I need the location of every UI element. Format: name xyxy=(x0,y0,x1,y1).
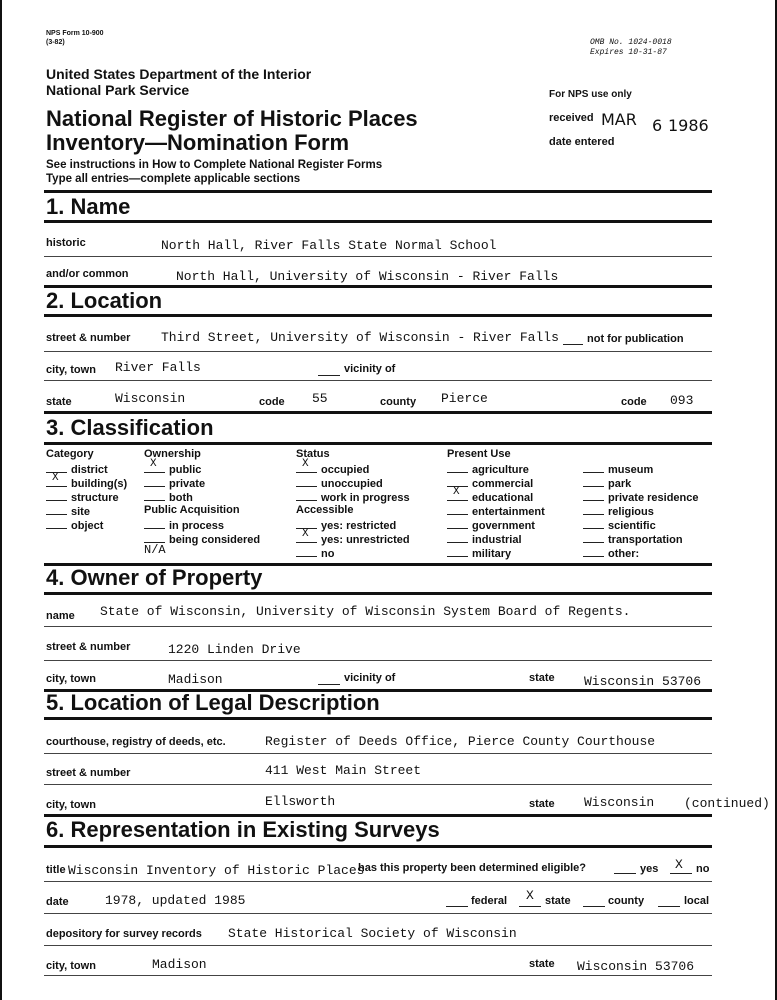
date-entered-label: date entered xyxy=(549,136,615,148)
accessible-label: no xyxy=(321,548,335,560)
present-use-label: military xyxy=(472,548,512,560)
section-2-bottom-rule xyxy=(44,314,712,317)
owner-name-label: name xyxy=(46,610,75,622)
present-use-heading: Present Use xyxy=(447,448,511,460)
accessible-item xyxy=(296,518,396,532)
state-level-blank xyxy=(519,906,541,907)
state-level-mark: X xyxy=(526,888,534,903)
section-1-top-rule xyxy=(44,190,712,193)
section-1-bottom-rule xyxy=(44,220,712,223)
depository-rule xyxy=(44,945,712,946)
section-4-bottom-rule xyxy=(44,592,712,595)
accessible-checkbox-blank[interactable] xyxy=(296,546,317,557)
ownership-label: public xyxy=(169,464,202,476)
present-use-label: educational xyxy=(472,492,534,504)
owner-name-value: State of Wisconsin, University of Wisconsin System Board of Regents. xyxy=(100,604,631,619)
present-use-label: other: xyxy=(608,548,640,560)
acquisition-label: being considered xyxy=(169,534,261,546)
received-month-stamp: MAR xyxy=(601,110,637,129)
ownership-checkbox-blank[interactable] xyxy=(144,490,165,501)
present-use-label: museum xyxy=(608,464,654,476)
status-label: occupied xyxy=(321,464,370,476)
local-level-label: local xyxy=(684,895,710,907)
accessible-label: yes: unrestricted xyxy=(321,534,410,546)
eligibility-question: has this property been determined eligible? xyxy=(358,862,586,874)
owner-city-value: Madison xyxy=(168,672,223,687)
federal-label: federal xyxy=(471,895,508,907)
accessible-item xyxy=(296,546,334,560)
present-use-label: commercial xyxy=(472,478,534,490)
acquisition-checkbox-blank[interactable] xyxy=(144,532,165,543)
location-state-value: Wisconsin xyxy=(115,391,186,406)
status-label: unoccupied xyxy=(321,478,383,490)
state-level-label: state xyxy=(545,895,571,907)
location-state-code-label: code xyxy=(259,396,285,408)
category-item xyxy=(46,504,90,518)
accessible-item xyxy=(296,528,410,546)
accessible-checkbox-blank[interactable] xyxy=(296,528,317,543)
location-vicinity-label: vicinity of xyxy=(344,363,396,375)
present-use-checkbox-blank[interactable] xyxy=(583,532,604,543)
present-use-label: entertainment xyxy=(472,506,545,518)
common-name-value: North Hall, University of Wisconsin - River Falls xyxy=(176,269,559,284)
survey-date-rule xyxy=(44,913,712,914)
location-county-value: Pierce xyxy=(441,391,488,406)
category-label: structure xyxy=(71,492,119,504)
survey-date-value: 1978, updated 1985 xyxy=(105,893,246,908)
section-5-heading: 5. Location of Legal Description xyxy=(46,690,380,715)
legal-state-value: Wisconsin xyxy=(584,795,655,810)
eligible-no-blank xyxy=(670,873,692,874)
acquisition-na: N/A xyxy=(144,543,166,557)
present-use-label: private residence xyxy=(608,492,699,504)
present-use-item xyxy=(447,462,529,476)
present-use-item xyxy=(583,518,656,532)
courthouse-value: Register of Deeds Office, Pierce County Courthouse xyxy=(265,734,656,749)
section-3-bottom-rule xyxy=(44,442,712,445)
omb-number: OMB No. 1024-0018 xyxy=(590,38,672,47)
present-use-label: government xyxy=(472,520,535,532)
common-name-label: and/or common xyxy=(46,268,129,280)
location-county-code-value: 093 xyxy=(670,393,694,408)
section-3-top-rule xyxy=(44,411,712,414)
acquisition-label: in process xyxy=(169,520,225,532)
depository-value: State Historical Society of Wisconsin xyxy=(228,926,517,941)
service-name: National Park Service xyxy=(46,82,190,98)
survey-city-value: Madison xyxy=(152,957,207,972)
location-city-value: River Falls xyxy=(115,360,201,375)
left-page-edge xyxy=(0,0,2,1000)
category-checkbox-blank[interactable] xyxy=(46,518,67,529)
section-6-heading: 6. Representation in Existing Surveys xyxy=(46,817,440,842)
legal-street-rule xyxy=(44,784,712,785)
survey-city-label: city, town xyxy=(46,960,96,972)
location-city-rule xyxy=(44,380,712,381)
present-use-label: park xyxy=(608,478,632,490)
eligible-yes-blank xyxy=(614,873,636,874)
section-1-heading: 1. Name xyxy=(46,194,131,219)
survey-title-label: title xyxy=(46,864,66,876)
present-use-checkbox-blank[interactable] xyxy=(447,462,468,473)
present-use-checkbox-blank[interactable] xyxy=(447,532,468,543)
status-checkbox-blank[interactable] xyxy=(296,476,317,487)
survey-title-value: Wisconsin Inventory of Historic Places xyxy=(68,863,365,878)
location-street-value: Third Street, University of Wisconsin - River Falls xyxy=(161,330,559,345)
section-3-heading: 3. Classification xyxy=(46,415,214,440)
present-use-checkbox-blank[interactable] xyxy=(447,518,468,529)
owner-name-rule xyxy=(44,626,712,627)
location-county-label: county xyxy=(380,396,417,408)
legal-street-value: 411 West Main Street xyxy=(265,763,422,778)
present-use-checkbox-blank[interactable] xyxy=(583,476,604,487)
section-6-bottom-rule xyxy=(44,845,712,848)
not-for-publication-blank xyxy=(563,344,583,345)
continued-note: (continued) xyxy=(684,796,770,811)
present-use-item xyxy=(447,532,522,546)
category-label: site xyxy=(71,506,90,518)
expiration-date: Expires 10-31-87 xyxy=(590,48,667,57)
present-use-label: transportation xyxy=(608,534,683,546)
category-label: district xyxy=(71,464,108,476)
owner-vicinity-blank xyxy=(318,684,340,685)
ownership-item xyxy=(144,476,205,490)
category-item xyxy=(46,518,103,532)
owner-state-value: Wisconsin 53706 xyxy=(584,674,702,689)
present-use-checkbox-blank[interactable] xyxy=(583,504,604,515)
legal-state-label: state xyxy=(529,798,555,810)
accessible-heading: Accessible xyxy=(296,504,354,516)
owner-city-label: city, town xyxy=(46,673,96,685)
ownership-checkbox-mark: X xyxy=(150,458,157,470)
county-level-label: county xyxy=(608,895,645,907)
present-use-label: religious xyxy=(608,506,654,518)
federal-blank xyxy=(446,906,468,907)
depository-label: depository for survey records xyxy=(46,928,202,940)
survey-state-value: Wisconsin 53706 xyxy=(577,959,695,974)
nps-use-only: For NPS use only xyxy=(549,89,632,100)
courthouse-rule xyxy=(44,753,712,754)
legal-city-value: Ellsworth xyxy=(265,794,336,809)
survey-title-rule xyxy=(44,881,712,882)
instructions-line-1: See instructions in How to Complete National Register Forms xyxy=(46,159,383,171)
category-checkbox-mark: X xyxy=(52,472,59,484)
category-checkbox-blank[interactable] xyxy=(46,472,67,487)
local-level-blank xyxy=(658,906,680,907)
acquisition-item xyxy=(144,518,224,532)
section-2-heading: 2. Location xyxy=(46,288,163,313)
present-use-item xyxy=(583,462,653,476)
historic-label: historic xyxy=(46,237,86,249)
category-checkbox-blank[interactable] xyxy=(46,504,67,515)
owner-street-label: street & number xyxy=(46,641,131,653)
courthouse-label: courthouse, registry of deeds, etc. xyxy=(46,736,226,748)
category-label: object xyxy=(71,520,104,532)
present-use-item xyxy=(447,504,545,518)
form-revision: (3-82) xyxy=(46,39,65,46)
category-checkbox-blank[interactable] xyxy=(46,490,67,501)
present-use-item xyxy=(447,518,535,532)
present-use-checkbox-blank[interactable] xyxy=(583,518,604,529)
section-5-bottom-rule xyxy=(44,717,712,720)
present-use-checkbox-blank[interactable] xyxy=(583,462,604,473)
owner-street-rule xyxy=(44,660,712,661)
location-county-code-label: code xyxy=(621,396,647,408)
status-checkbox-mark: X xyxy=(302,458,309,470)
not-for-publication-label: not for publication xyxy=(587,333,684,345)
location-city-label: city, town xyxy=(46,364,96,376)
ownership-label: private xyxy=(169,478,206,490)
survey-date-label: date xyxy=(46,896,69,908)
instructions-line-2: Type all entries—complete applicable sections xyxy=(46,173,301,185)
survey-city-rule xyxy=(44,975,712,976)
present-use-label: scientific xyxy=(608,520,656,532)
form-title-line-1: National Register of Historic Places xyxy=(46,106,418,131)
category-label: building(s) xyxy=(71,478,128,490)
received-year-stamp: 1986 xyxy=(668,116,709,135)
form-number: NPS Form 10-900 xyxy=(46,30,104,37)
category-item xyxy=(46,472,128,490)
ownership-item xyxy=(144,490,193,504)
legal-city-label: city, town xyxy=(46,799,96,811)
category-heading: Category xyxy=(46,448,94,460)
survey-state-label: state xyxy=(529,958,555,970)
present-use-checkbox-blank[interactable] xyxy=(583,490,604,501)
acquisition-checkbox-blank[interactable] xyxy=(144,518,165,529)
legal-street-label: street & number xyxy=(46,767,131,779)
status-checkbox-blank[interactable] xyxy=(296,458,317,473)
present-use-item xyxy=(583,504,654,518)
eligible-yes-label: yes xyxy=(640,863,659,875)
present-use-label: industrial xyxy=(472,534,522,546)
eligible-no-mark: X xyxy=(675,857,683,872)
ownership-label: both xyxy=(169,492,193,504)
status-label: work in progress xyxy=(321,492,410,504)
accessible-label: yes: restricted xyxy=(321,520,397,532)
ownership-checkbox-blank[interactable] xyxy=(144,476,165,487)
public-acquisition-heading: Public Acquisition xyxy=(144,504,240,516)
location-street-label: street & number xyxy=(46,332,131,344)
owner-street-value: 1220 Linden Drive xyxy=(168,642,301,657)
present-use-checkbox-blank[interactable] xyxy=(447,546,468,557)
status-item xyxy=(296,476,383,490)
present-use-checkbox-blank[interactable] xyxy=(447,504,468,515)
eligible-no-label: no xyxy=(696,863,710,875)
received-day-stamp: 6 xyxy=(652,116,663,135)
present-use-label: agriculture xyxy=(472,464,529,476)
present-use-checkbox-mark: X xyxy=(453,486,460,498)
location-vicinity-blank xyxy=(318,375,340,376)
form-title-line-2: Inventory—Nomination Form xyxy=(46,130,350,155)
status-item xyxy=(296,490,410,504)
present-use-item xyxy=(583,490,699,504)
section-4-heading: 4. Owner of Property xyxy=(46,565,263,590)
owner-state-label: state xyxy=(529,672,555,684)
department-name: United States Department of the Interior xyxy=(46,66,312,82)
ownership-checkbox-blank[interactable] xyxy=(144,458,165,473)
present-use-item xyxy=(583,532,683,546)
category-item xyxy=(46,490,119,504)
accessible-checkbox-mark: X xyxy=(302,528,309,540)
location-street-rule xyxy=(44,351,712,352)
location-state-code-value: 55 xyxy=(312,391,328,406)
present-use-checkbox-blank[interactable] xyxy=(447,486,468,501)
ownership-item xyxy=(144,458,202,476)
present-use-item xyxy=(447,486,534,504)
present-use-item xyxy=(447,546,511,560)
ownership-heading: Ownership xyxy=(144,448,201,460)
owner-vicinity-label: vicinity of xyxy=(344,672,396,684)
county-level-blank xyxy=(583,906,605,907)
status-heading: Status xyxy=(296,448,330,460)
present-use-item xyxy=(583,546,639,560)
location-state-label: state xyxy=(46,396,72,408)
status-item xyxy=(296,458,370,476)
present-use-item xyxy=(583,476,631,490)
received-label: received xyxy=(549,112,594,124)
historic-row-rule xyxy=(44,256,712,257)
status-checkbox-blank[interactable] xyxy=(296,490,317,501)
present-use-checkbox-blank[interactable] xyxy=(583,546,604,557)
historic-name-value: North Hall, River Falls State Normal School xyxy=(161,238,497,253)
